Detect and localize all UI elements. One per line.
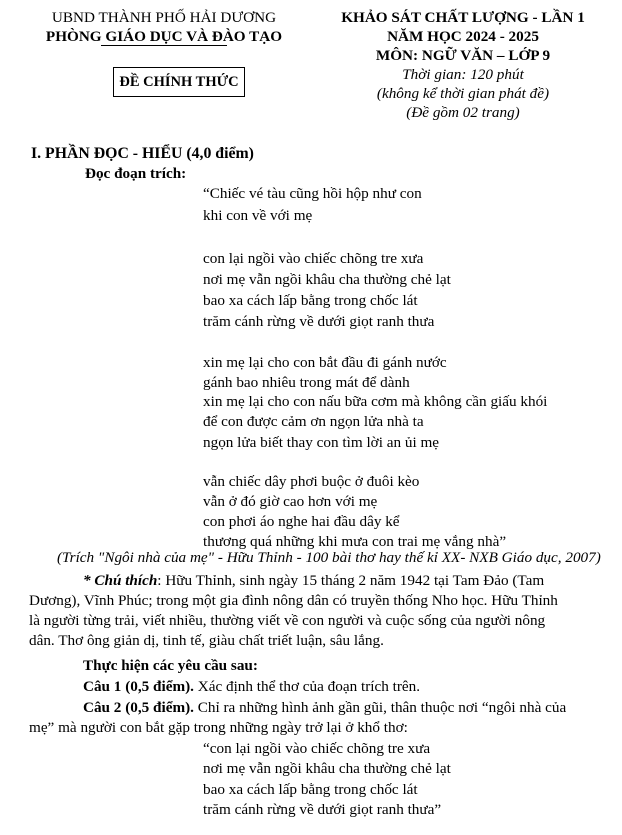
quote-line: bao xa cách lấp bằng trong chốc lát	[203, 781, 418, 798]
pages-note: (Đề gồm 02 trang)	[406, 104, 520, 121]
section-title: I. PHẦN ĐỌC - HIỂU (4,0 điểm)	[31, 145, 254, 162]
tasks-heading: Thực hiện các yêu cầu sau:	[83, 657, 258, 674]
quote-line: “con lại ngồi vào chiếc chõng tre xưa	[203, 740, 431, 757]
question-1-label: Câu 1 (0,5 điểm).	[83, 678, 194, 695]
poem-line: khi con về với mẹ	[203, 207, 313, 224]
poem-line: vẫn chiếc dây phơi buộc ở đuôi kèo	[203, 473, 420, 490]
poem-line: “Chiếc vé tàu cũng hồi hộp như con	[203, 185, 422, 202]
poem-source	[57, 549, 601, 567]
question-1	[83, 678, 420, 696]
poem-line: xin mẹ lại cho con nấu bữa cơm mà không cần giấu khói	[203, 393, 548, 410]
note-line-2: Dương), Vĩnh Phúc; trong một gia đình nông dân có truyền thống Nho học. Hữu Thỉnh	[29, 592, 558, 609]
school-year: NĂM HỌC 2024 - 2025	[387, 28, 539, 45]
question-2-text: Chỉ ra những hình ảnh gần gũi, thân thuộc nơi “ngôi nhà của	[193, 699, 567, 716]
note-label: * Chú thích	[83, 572, 158, 589]
note-text-1: : Hữu Thỉnh, sinh ngày 15 tháng 2 năm 1942 tại Tam Đảo (Tam	[157, 572, 545, 589]
note-line-3: là người từng trải, viết nhiều, thường viết về con người và cuộc sống của người nông	[29, 612, 546, 629]
header-underline	[101, 45, 227, 46]
official-label: ĐỀ CHÍNH THỨC	[119, 73, 239, 90]
poem-line: thương quá những khi mưa con trai mẹ vắng nhà”	[203, 533, 507, 550]
poem-line: để con được cảm ơn ngọn lửa nhà ta	[203, 413, 424, 430]
poem-line: trăm cánh rừng về dưới giọt ranh thưa	[203, 313, 435, 330]
question-2-line-2: mẹ” mà người con bắt gặp trong những ngày trở lại ở khổ thơ:	[29, 719, 408, 736]
question-2-label: Câu 2 (0,5 điểm).	[83, 699, 194, 716]
header-left	[40, 8, 288, 46]
source-prefix: (Trích "	[57, 549, 105, 566]
header-right	[318, 8, 608, 122]
quote-line: nơi mẹ vẫn ngồi khâu cha thường chẻ lạt	[203, 760, 451, 777]
source-title: Ngôi nhà của mẹ	[104, 549, 208, 566]
time-note: (không kể thời gian phát đề)	[376, 85, 550, 102]
poem-line: xin mẹ lại cho con bắt đầu đi gánh nước	[203, 354, 447, 371]
poem-line: ngọn lửa biết thay con tìm lời an ủi mẹ	[203, 434, 440, 451]
poem-line: vẫn ở đó giờ cao hơn với mẹ	[203, 493, 378, 510]
poem-line: con phơi áo nghe hai đầu dây kể	[203, 513, 400, 530]
poem-line: con lại ngồi vào chiếc chõng tre xưa	[203, 250, 424, 267]
question-1-text: Xác định thể thơ của đoạn trích trên.	[193, 678, 421, 695]
org-line-2: PHÒNG GIÁO DỤC VÀ ĐÀO TẠO	[45, 28, 283, 45]
poem-line: nơi mẹ vẫn ngồi khâu cha thường chẻ lạt	[203, 271, 451, 288]
source-suffix: " - Hữu Thỉnh - 100 bài thơ hay thế kỉ XX- NXB Giáo dục, 2007)	[207, 549, 601, 566]
org-line-1: UBND THÀNH PHỐ HẢI DƯƠNG	[51, 9, 277, 26]
quote-line: trăm cánh rừng về dưới giọt ranh thưa”	[203, 801, 442, 818]
subject: MÔN: NGỮ VĂN – LỚP 9	[375, 47, 551, 64]
question-2-line-1	[83, 699, 566, 717]
read-label: Đọc đoạn trích:	[85, 165, 187, 182]
poem-line: bao xa cách lấp bằng trong chốc lát	[203, 292, 418, 309]
official-label-box	[113, 67, 245, 97]
poem-line: gánh bao nhiêu trong mát để dành	[203, 374, 410, 391]
note-line-1	[83, 572, 544, 590]
exam-title: KHẢO SÁT CHẤT LƯỢNG - LẦN 1	[341, 9, 585, 26]
time-limit: Thời gian: 120 phút	[402, 66, 524, 83]
note-line-4: dân. Thơ ông giản dị, tinh tế, giàu chất triết luận, sâu lắng.	[29, 632, 384, 649]
